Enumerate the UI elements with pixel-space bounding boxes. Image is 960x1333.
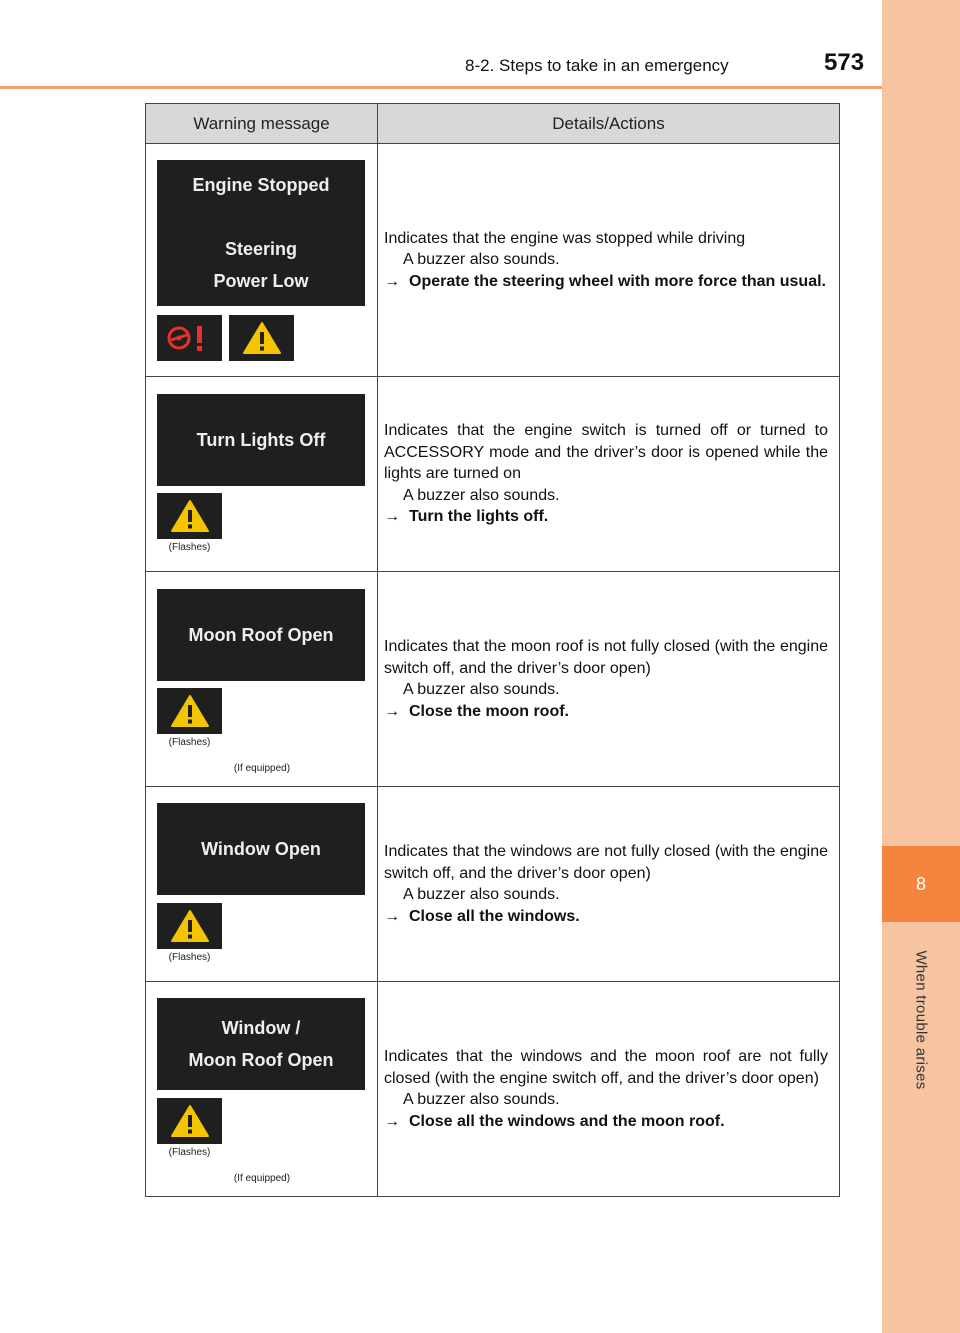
arrow-icon: → xyxy=(384,907,400,925)
table-row xyxy=(146,982,840,1197)
details-actions-cell xyxy=(378,787,840,982)
screen-line: Moon Roof Open xyxy=(188,1050,334,1070)
screen-line: Turn Lights Off xyxy=(196,430,326,450)
display-screen xyxy=(157,160,365,306)
flashes-caption: (Flashes) xyxy=(168,952,211,963)
action-label: Close all the windows and the moon roof. xyxy=(409,1112,725,1130)
display-screen xyxy=(157,394,365,486)
action-text xyxy=(384,906,828,928)
if-equipped-caption: (If equipped) xyxy=(233,763,291,774)
details-actions-cell xyxy=(378,572,840,787)
screen-line: Power Low xyxy=(213,271,309,291)
warning-message-cell xyxy=(146,144,378,377)
col-header-details-actions: Details/Actions xyxy=(378,104,840,144)
action-text xyxy=(384,701,828,723)
table-row xyxy=(146,572,840,787)
table-row xyxy=(146,377,840,572)
detail-text: Indicates that the engine switch is turned off or turned to ACCESSORY mode and the driver’s door is opened while the lights are turned on xyxy=(384,422,828,483)
screen-line: Window Open xyxy=(201,839,321,859)
screen-line: Steering xyxy=(224,239,298,259)
header-rule xyxy=(0,86,882,89)
action-label: Turn the lights off. xyxy=(409,508,549,526)
warning-message-table xyxy=(145,103,840,1197)
details-actions-cell xyxy=(378,144,840,377)
master-warning-icon xyxy=(229,315,294,361)
action-text xyxy=(384,271,828,293)
screen-line: Engine Stopped xyxy=(192,175,330,195)
detail-text: Indicates that the engine was stopped while driving xyxy=(384,229,746,247)
arrow-icon: → xyxy=(384,1112,400,1130)
display-screen xyxy=(157,589,365,681)
buzzer-note: A buzzer also sounds. xyxy=(403,251,560,269)
chapter-side-tab xyxy=(882,0,960,1333)
warning-message-cell xyxy=(146,787,378,982)
buzzer-note: A buzzer also sounds. xyxy=(403,886,560,903)
col-header-warning-message: Warning message xyxy=(146,104,378,144)
buzzer-note: A buzzer also sounds. xyxy=(403,681,560,698)
detail-text: Indicates that the moon roof is not fully closed (with the engine switch off, and the driver’s door open) xyxy=(384,638,828,677)
details-actions-cell xyxy=(378,377,840,572)
detail-text: Indicates that the windows are not fully closed (with the engine switch off, and the driver’s door open) xyxy=(384,843,828,882)
flashes-caption: (Flashes) xyxy=(168,1147,211,1158)
steering-warning-icon xyxy=(157,315,222,361)
action-text xyxy=(384,1111,828,1133)
master-warning-icon xyxy=(157,1098,222,1144)
display-screen xyxy=(157,803,365,895)
buzzer-note: A buzzer also sounds. xyxy=(403,1091,560,1108)
display-screen xyxy=(157,998,365,1090)
page-number: 573 xyxy=(824,49,865,76)
table-row xyxy=(146,144,840,377)
action-text xyxy=(384,506,828,528)
detail-text: Indicates that the windows and the moon roof are not fully closed (with the engine switch off, and the driver’s door open) xyxy=(384,1048,828,1087)
buzzer-note: A buzzer also sounds. xyxy=(403,486,560,504)
master-warning-icon xyxy=(157,688,222,734)
master-warning-icon xyxy=(157,903,222,949)
warning-message-cell xyxy=(146,982,378,1197)
flashes-caption: (Flashes) xyxy=(168,542,211,553)
screen-line: Window / xyxy=(221,1018,301,1038)
if-equipped-caption: (If equipped) xyxy=(233,1173,291,1184)
action-label: Operate the steering wheel with more force than usual. xyxy=(409,272,826,290)
chapter-number: 8 xyxy=(882,846,960,922)
arrow-icon: → xyxy=(384,702,400,720)
section-title: 8-2. Steps to take in an emergency xyxy=(465,56,729,75)
master-warning-icon xyxy=(157,493,222,539)
table-header-row xyxy=(146,104,840,144)
action-label: Close all the windows. xyxy=(409,907,580,925)
screen-line: Moon Roof Open xyxy=(188,625,334,645)
warning-message-cell xyxy=(146,377,378,572)
arrow-icon: → xyxy=(384,508,400,526)
arrow-icon: → xyxy=(384,272,400,290)
chapter-title: When trouble arises xyxy=(912,950,930,1090)
flashes-caption: (Flashes) xyxy=(168,737,211,748)
table-row xyxy=(146,787,840,982)
details-actions-cell xyxy=(378,982,840,1197)
warning-message-cell xyxy=(146,572,378,787)
action-label: Close the moon roof. xyxy=(409,702,569,720)
